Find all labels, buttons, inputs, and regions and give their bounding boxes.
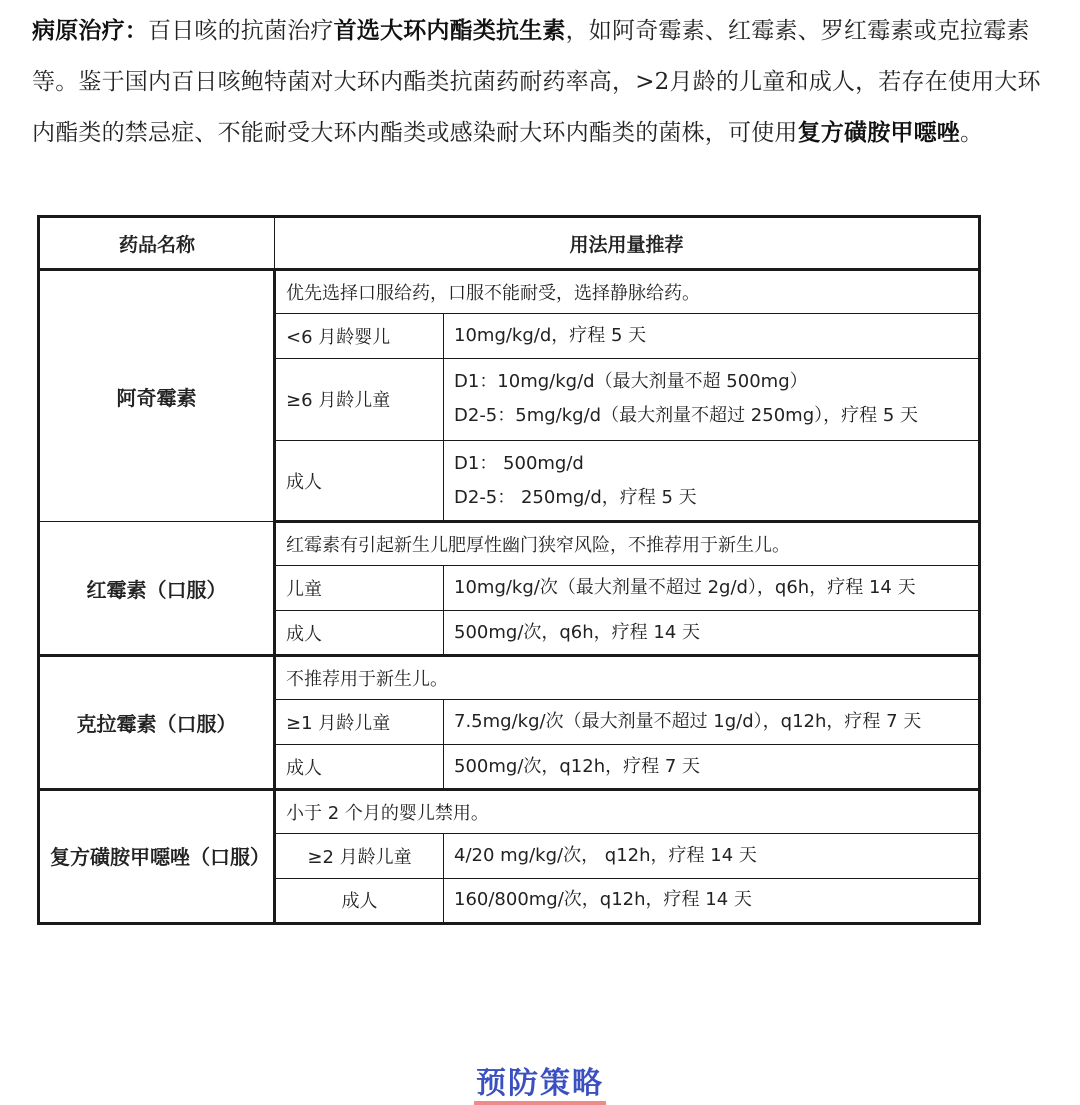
intro-bold-1: 首选大环内酯类抗生素 [333,18,566,44]
dosage-line: D1： 500mg/d [454,452,584,474]
drug-note: 红霉素有引起新生儿肥厚性幽门狭窄风险，不推荐用于新生儿。 [275,522,980,566]
dosage-line: D2-5： 250mg/d，疗程 5 天 [454,486,697,508]
population-cell: ≥1 月龄儿童 [275,700,444,745]
dosage-cell [444,313,980,358]
dosage-line: 10mg/kg/d，疗程 5 天 [454,324,647,346]
drug-note: 小于 2 个月的婴儿禁用。 [275,790,980,834]
header-drug-name: 药品名称 [39,217,275,270]
population-cell: <6 月龄婴儿 [275,313,444,358]
intro-text-2: ，如阿奇霉素、红霉素、罗红霉素或克拉霉素等。鉴于国内百日咳鲍特菌对大环内酯类抗菌药耐药率高，>2月龄的儿童和成人，若存在使用大环内酯类的禁忌症、不能耐受大环内酯类或感染耐大环内酯类的菌株，可使用 [32,18,1041,146]
dosage-cell [444,700,980,745]
dosage-line: D2-5：5mg/kg/d（最大剂量不超过 250mg），疗程 5 天 [454,405,919,427]
dosage-cell [444,440,980,522]
population-cell: 成人 [275,440,444,522]
drug-name: 克拉霉素（口服） [39,656,275,790]
population-cell: ≥2 月龄儿童 [275,834,444,879]
dosage-line: 7.5mg/kg/次（最大剂量不超过 1g/d），q12h，疗程 7 天 [454,711,922,733]
dosage-line: 500mg/次，q12h，疗程 7 天 [454,755,701,777]
section-title-text: 预防策略 [474,1066,606,1105]
header-dosage: 用法用量推荐 [275,217,980,270]
dosage-line: 10mg/kg/次（最大剂量不超过 2g/d），q6h，疗程 14 天 [454,577,916,599]
drug-name: 红霉素（口服） [39,522,275,656]
population-cell: 成人 [275,745,444,790]
dosage-cell [444,611,980,656]
population-cell: 成人 [275,611,444,656]
drug-name: 阿奇霉素 [39,270,275,522]
intro-bold-2: 复方磺胺甲噁唑 [797,120,961,146]
population-cell: 儿童 [275,566,444,611]
drug-name: 复方磺胺甲噁唑（口服） [39,790,275,924]
intro-text-3: 。 [960,120,984,146]
drug-note: 优先选择口服给药，口服不能耐受，选择静脉给药。 [275,270,980,314]
population-cell: 成人 [275,878,444,923]
dosage-table [37,215,981,925]
dosage-cell [444,358,980,440]
dosage-line: 160/800mg/次，q12h，疗程 14 天 [454,889,752,911]
section-title [0,1058,1080,1102]
population-cell: ≥6 月龄儿童 [275,358,444,440]
dosage-line: 4/20 mg/kg/次， q12h，疗程 14 天 [454,844,757,866]
dosage-cell [444,878,980,923]
dosage-cell [444,834,980,879]
intro-paragraph [32,6,1062,159]
intro-label: 病原治疗： [32,18,148,44]
dosage-line: D1：10mg/kg/d（最大剂量不超 500mg） [454,371,808,393]
dosage-cell [444,745,980,790]
dosage-line: 500mg/次，q6h，疗程 14 天 [454,621,701,643]
dosage-cell [444,566,980,611]
drug-note: 不推荐用于新生儿。 [275,656,980,700]
intro-text-1: 百日咳的抗菌治疗 [148,18,334,44]
